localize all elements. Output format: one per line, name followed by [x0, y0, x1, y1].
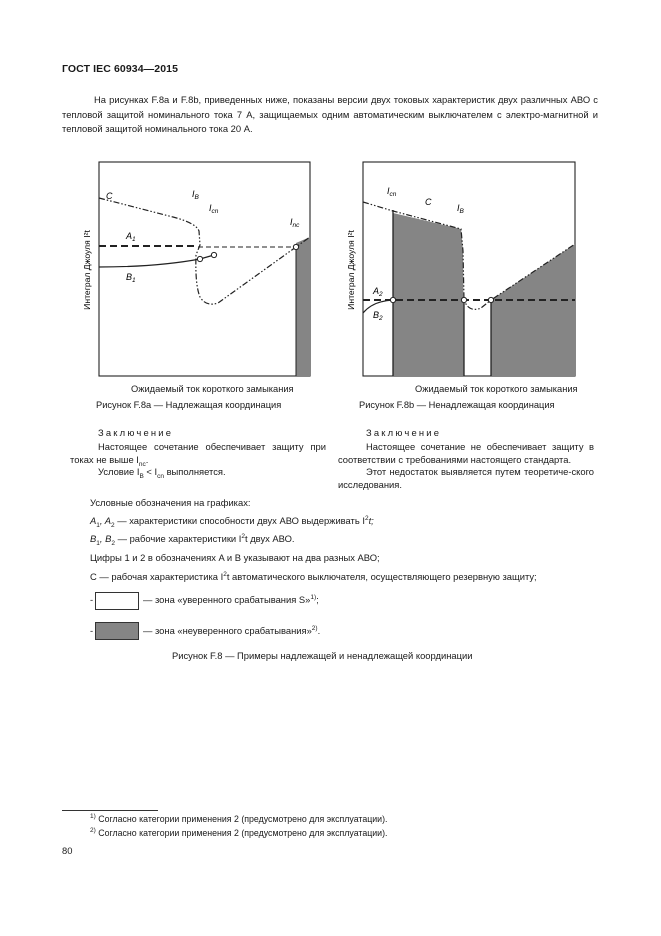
label-b2: $B_2$ — [373, 310, 383, 322]
legend-line-a: $A_1$, $A_2$ — характеристики способности двух АВО выдерживать $I^2t$; — [90, 515, 374, 529]
label-ib: $I_B$ — [457, 203, 464, 215]
conclusion-left-title: Заключение — [98, 427, 174, 438]
footnote-1: $^{1)}$ Согласно категории применения 2 (предусмотрено для эксплуатации). — [90, 813, 388, 824]
certain-zone-sample — [95, 592, 139, 610]
conclusion-left-p2: Условие $I_B < I_{cn}$ выполняется. — [98, 466, 226, 480]
conclusion-right-p2: Этот недостаток выявляется путем теоретиче-ского исследования. — [338, 466, 594, 490]
page-number: 80 — [62, 845, 73, 856]
document-header: ГОСТ IEC 60934—2015 — [62, 63, 179, 75]
figure-b-caption: Рисунок F.8b — Ненадлежащая координация — [359, 400, 555, 410]
uncertain-zone — [296, 237, 310, 376]
figure-b-xlabel: Ожидаемый ток короткого замыкания — [415, 384, 578, 394]
uncertain-zone-2 — [491, 244, 575, 376]
uncertain-zone-sample — [95, 622, 139, 640]
legend-dash-1: - — [90, 594, 94, 605]
point-icn — [211, 252, 216, 257]
figure-f8b-graph — [343, 155, 593, 385]
conclusion-left-p1: Настоящее сочетание обеспечивает защиту при токах не выше $I_{nc}$. — [70, 441, 326, 468]
label-ib: $I_B$ — [192, 189, 199, 201]
figure-f8a-graph — [78, 155, 318, 385]
legend-zone-certain: — зона «уверенного срабатывания S»$^{1)}$; — [143, 594, 319, 606]
curve-c — [99, 198, 310, 304]
uncertain-zone-1 — [393, 213, 464, 376]
label-inc: $I_{nc}$ — [290, 217, 300, 229]
point-inc — [293, 244, 298, 249]
point-ib — [461, 297, 466, 302]
y-axis-label: Интеграл Джоуля I²t — [82, 230, 92, 310]
label-a2: $A_2$ — [373, 286, 383, 298]
conclusion-right-title: Заключение — [366, 427, 442, 438]
intro-paragraph: На рисунках F.8a и F.8b, приведенных ниже, показаны версии двух токовых характеристик двух различных АВО с тепловой защитой номинального тока 7 А, защищаемых одним автоматическим выключателем с электро-магнитной и тепловой защитой номинального тока 20 А. — [62, 94, 598, 135]
figure-caption: Рисунок F.8 — Примеры надлежащей и ненадлежащей координации — [172, 650, 473, 661]
point-icn — [390, 297, 395, 302]
legend-line-c: C — рабочая характеристика $I^2t$ автоматического выключателя, осуществляющего резервную защиту; — [90, 571, 537, 583]
label-b1: $B_1$ — [126, 272, 136, 284]
label-a1: $A_1$ — [126, 231, 136, 243]
legend-dash-2: - — [90, 625, 94, 636]
legend-zone-uncertain: — зона «неуверенного срабатывания»$^{2)}$. — [143, 625, 321, 637]
legend-line-b: $B_1$, $B_2$ — рабочие характеристики $I^2t$ двух АВО. — [90, 533, 295, 547]
conclusion-right-p1: Настоящее сочетание не обеспечивает защиту в соответствии с требованиями настоящего стандарта. — [338, 441, 594, 465]
label-icn: $I_{cn}$ — [387, 186, 397, 198]
label-c: C — [425, 197, 432, 207]
curve-b1 — [99, 255, 214, 267]
y-axis-label: Интеграл Джоуля I²t — [346, 230, 356, 310]
footnote-2: $^{2)}$ Согласно категории применения 2 (предусмотрено для эксплуатации). — [90, 827, 388, 838]
point-ib — [197, 256, 202, 261]
plot-frame — [99, 162, 310, 376]
label-c: C — [106, 191, 113, 201]
label-icn: $I_{cn}$ — [209, 203, 219, 215]
legend-line-digits: Цифры 1 и 2 в обозначениях A и B указывают на два разных АВО; — [90, 552, 380, 563]
figure-a-xlabel: Ожидаемый ток короткого замыкания — [131, 384, 294, 394]
footnote-separator — [62, 810, 158, 811]
legend-heading: Условные обозначения на графиках: — [90, 497, 251, 508]
figure-a-caption: Рисунок F.8a — Надлежащая координация — [96, 400, 282, 410]
point-right — [488, 297, 493, 302]
